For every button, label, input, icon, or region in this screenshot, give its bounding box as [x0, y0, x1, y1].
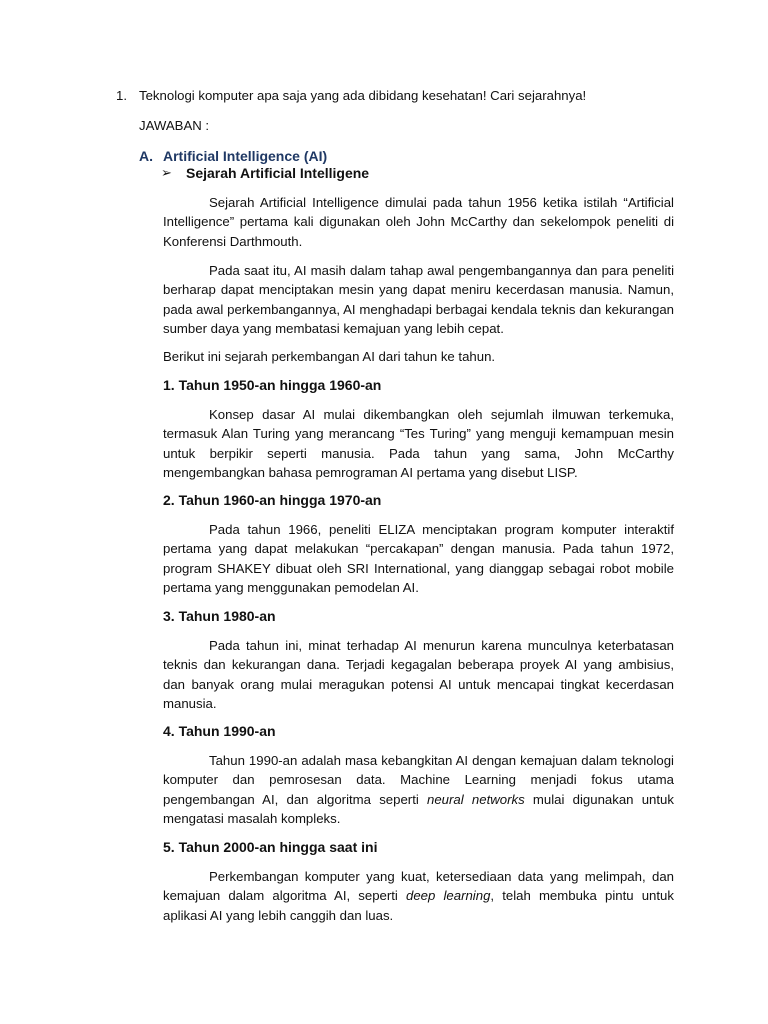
period-heading-1990s: 4. Tahun 1990-an	[163, 723, 276, 739]
period-heading-1960s: 2. Tahun 1960-an hingga 1970-an	[163, 492, 382, 508]
text-run: Perkembangan komputer yang kuat, ketersediaan data yang melimpah, dan kemajuan dalam algoritma AI, seperti	[163, 869, 674, 904]
italic-term: deep learning	[406, 888, 491, 904]
question-text: Teknologi komputer apa saja yang ada dibidang kesehatan! Cari sejarahnya!	[139, 88, 587, 103]
section-letter: A.	[139, 148, 153, 164]
text-run: mulai digunakan untuk mengatasi masalah kompleks.	[163, 791, 674, 827]
italic-term: neural networks	[427, 791, 525, 807]
section-title: Artificial Intelligence (AI)	[163, 148, 328, 164]
text-run: , telah membuka pintu untuk aplikasi AI yang lebih canggih dan luas.	[163, 888, 674, 923]
period-heading-2000s: 5. Tahun 2000-an hingga saat ini	[163, 839, 378, 855]
answer-label: JAWABAN :	[139, 118, 210, 133]
period-heading-1950s: 1. Tahun 1950-an hingga 1960-an	[163, 377, 382, 393]
paragraph-list-intro: Berikut ini sejarah perkembangan AI dari tahun ke tahun.	[163, 349, 496, 364]
period-heading-1980s: 3. Tahun 1980-an	[163, 608, 276, 624]
arrow-bullet-icon: ➢	[161, 165, 172, 180]
period-text-1980s: Pada tahun ini, minat terhadap AI menurun karena munculnya keterbatasan teknis dan kekurangan dana. Terjadi kegagalan beberapa proyek AI yang ambisius, dan banyak orang mulai meragukan potensi AI untuk mencapai tingkat kecerdasan manusia.	[163, 638, 674, 712]
paragraph-history-intro: Sejarah Artificial Intelligence dimulai pada tahun 1956 ketika istilah “Artificial Intelligence” pertama kali digunakan oleh John McCarthy dan sekelompok peneliti di Konferensi Darthmouth.	[163, 195, 674, 249]
subsection-title: Sejarah Artificial Intelligene	[186, 165, 370, 181]
paragraph-early-development: Pada saat itu, AI masih dalam tahap awal pengembangannya dan para peneliti berharap dapat menciptakan mesin yang dapat meniru kecerdasan manusia. Namun, pada awal perkembangannya, AI menghadapi berbagai kendala teknis dan kekurangan sumber daya yang membatasi kemajuan yang lebih cepat.	[163, 263, 674, 337]
question-number: 1.	[116, 88, 127, 103]
period-text-1950s: Konsep dasar AI mulai dikembangkan oleh sejumlah ilmuwan terkemuka, termasuk Alan Turing yang merancang “Tes Turing” yang menguji kemampuan mesin untuk berpikir seperti manusia. Pada tahun yang sama, John McCarthy mengembangkan bahasa pemrograman AI pertama yang disebut LISP.	[163, 407, 674, 481]
period-text-1990s	[163, 751, 674, 829]
period-text-2000s	[163, 867, 674, 925]
period-text-1960s: Pada tahun 1966, peneliti ELIZA menciptakan program komputer interaktif pertama yang dapat melakukan “percakapan” dengan manusia. Pada tahun 1972, program SHAKEY dibuat oleh SRI International, yang dianggap sebagai robot mobile pertama yang menggunakan pemodelan AI.	[163, 522, 674, 596]
text-run: Tahun 1990-an adalah masa kebangkitan AI dengan kemajuan dalam teknologi komputer dan pemrosesan data. Machine Learning menjadi fokus utama pengembangan AI, dan algoritma seperti	[163, 753, 674, 807]
